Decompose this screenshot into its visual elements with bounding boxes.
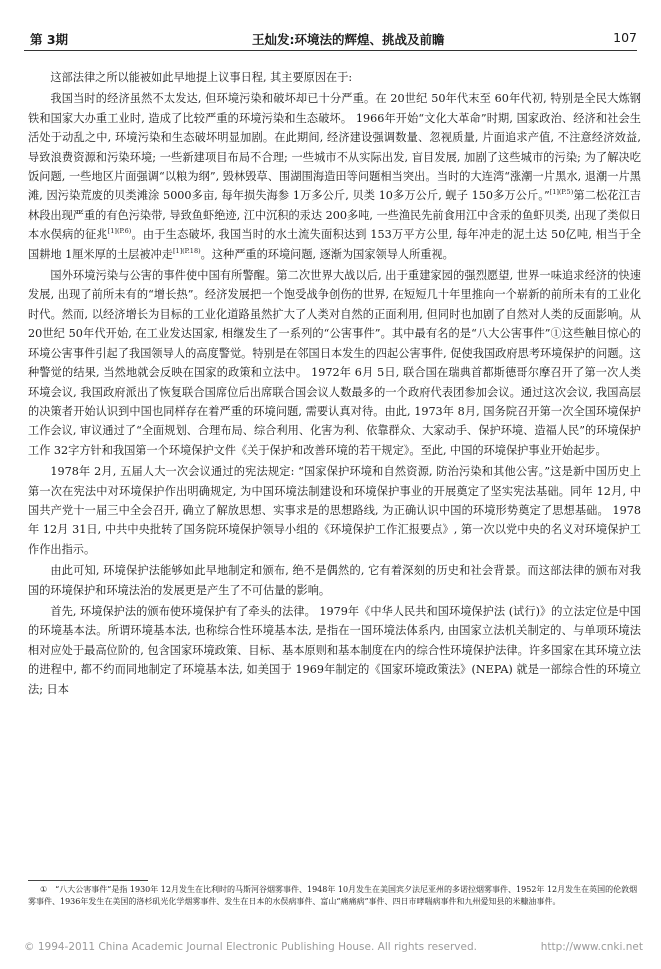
article-body (28, 68, 641, 699)
paragraph-domestic-pollution: 我国当时的经济虽然不太发达, 但环境污染和破坏却已十分严重。在 20世纪 50年代末至 60年代初, 特别是全民大炼钢铁和国家大办重工业时, 造成了比较严重的环境污染和生态破坏。 1966年开始“文化大革命”时期, 国家政治、经济和社会生活处于动乱之中, 环境污染和生态破坏明显加剧。在此期间, 经济建设强调数量、忽视质量, 片面追求产值, 不注意经济效益, 导致浪费资源和污染环境; 一些新建项目布局不合理; 一些城市不从实际出发, 盲目发展, 加剧了这些城市的污染; 为了解决吃饭问题, 一些地区片面强调“以粮为纲”, 毁林毁草、围湖围海造田等问题相当突出。当时的大连湾“涨潮一片黑水, 退潮一片黑滩, 因污染荒废的贝类滩涂 5000多亩, 每年损失海参 1万多公斤, 贝类 10多万公斤, 蚬子 150多万公斤。”$^{[1](P.5)}$第二松花江吉林段出现严重的有色污染带, 导致鱼虾绝迹, 江中沉积的汞达 200多吨, 一些渔民先前食用江中含汞的鱼虾贝类, 出现了类似日本水俣病的征兆$^{[1](P.6)}$。由于生态破坏, 我国当时的水土流失面积达到 153万平方公里, 每年冲走的泥土达 50亿吨, 相当于全国耕地 1厘米厚的土层被冲走$^{[1](P.18)}$。这种严重的环境问题, 逐渐为国家领导人所重视。 (28, 92, 641, 261)
paragraph-conclusion: 由此可知, 环境保护法能够如此早地制定和颁布, 绝不是偶然的, 它有着深刻的历史和社会背景。而这部法律的颁布对我国的环境保护和环境法治的发展更是产生了不可估量的影响。 (28, 564, 641, 597)
footnote-mark: ① (40, 885, 48, 894)
footnote-divider (28, 880, 148, 881)
issue-label: 第 3期 (30, 32, 69, 47)
running-title: 王灿发:环境法的辉煌、挑战及前瞻 (252, 32, 445, 47)
citation-ref: [1](P.5) (549, 188, 574, 197)
cnki-link[interactable]: http://www.cnki.net (540, 941, 643, 953)
footnote (28, 884, 641, 908)
copyright-bar (24, 941, 643, 957)
citation-ref: [1](P.18) (172, 246, 201, 255)
paragraph-basic-law: 首先, 环境保护法的颁布使环境保护有了牵头的法律。 1979年《中华人民共和国环境保护法 (试行)》的立法定位是中国的环境基本法。所谓环境基本法, 也称综合性环境基本法, 是指在一国环境法体系内, 由国家立法机关制定的、与单项环境法相对应处于最高位阶的, 包含国家环境政策、目标、基本原则和基本制度在内的综合性环境保护法律。许多国家在其环境立法的进程中, 都不约而同地制定了环境基本法, 如美国于 1969年制定的《国家环境政策法》(NEPA) 就是一部综合性的环境立法; 日本 (28, 604, 641, 696)
running-header (24, 28, 637, 51)
paragraph-foreign-pollution: 国外环境污染与公害的事件使中国有所警醒。第二次世界大战以后, 出于重建家园的强烈愿望, 世界一味追求经济的快速发展, 出现了前所未有的“增长热”。经济发展把一个饱受战争创伤的世界, 在短短几十年里推向一个崭新的前所未有的工业化时代。然而, 以经济增长为目标的工业化道路虽然扩大了人类对自然的正面利用, 但同时也加剧了自然对人类的反面影响。从 20世纪 50年代开始, 在工业发达国家, 相继发生了一系列的“公害事件”。其中最有名的是“八大公害事件”①这些触目惊心的环境公害事件引起了我国领导人的高度警觉。特别是在邻国日本发生的四起公害事件, 促使我国政府思考环境保护的问题。这种警觉的结果, 当然地就会反映在国家的政策和立法中。 1972年 6月 5日, 联合国在瑞典首都斯德哥尔摩召开了第一次人类环境会议, 我国政府派出了恢复联合国席位后出席联合国会议人数最多的一个政府代表团参加会议。通过这次会议, 我国高层的决策者开始认识到中国也同样存在着严重的环境问题, 需要认真对待。由此, 1973年 8月, 国务院召开第一次全国环境保护工作会议, 审议通过了“全面规划、合理布局、综合利用、化害为利、依靠群众、大家动手、保护环境、造福人民”的环境保护工作 32字方针和我国第一个环境保护文件《关于保护和改善环境的若干规定》。至此, 中国的环境保护事业开始起步。 (28, 269, 641, 457)
paragraph-constitution: 1978年 2月, 五届人大一次会议通过的宪法规定: “国家保护环境和自然资源, 防治污染和其他公害。”这是新中国历史上第一次在宪法中对环境保护作出明确规定, 为中国环境法制建设和环境保护事业的开展奠定了坚实宪法基础。同年 12月, 中国共产党十一届三中全会召开, 确立了解放思想、实事求是的思想路线, 为正确认识中国的环境形势奠定了思想基础。 1978年 12月 31日, 中共中央批转了国务院环境保护领导小组的《环境保护工作汇报要点》, 第一次以党中央的名义对环境保护工作作出指示。 (28, 465, 641, 556)
page-number: 107 (613, 30, 637, 45)
citation-ref: [1](P.6) (107, 227, 132, 236)
copyright-notice: © 1994-2011 China Academic Journal Electronic Publishing House. All rights reserved. (24, 941, 477, 953)
footnote-text: “八大公害事件”是指 1930年 12月发生在比利时的马斯河谷烟雾事件、1948年 10月发生在美国宾夕法尼亚州的多诺拉烟雾事件、1952年 12月发生在英国的伦敦烟雾事件、1936年发生在美国的洛杉矶光化学烟雾事件、发生在日本的水俣病事件、富山“痛痛病”事件、四日市哮喘病事件和九州爱知县的米糠油事件。 (28, 885, 638, 906)
paragraph-intro: 这部法律之所以能被如此早地提上议事日程, 其主要原因在于: (50, 71, 353, 84)
